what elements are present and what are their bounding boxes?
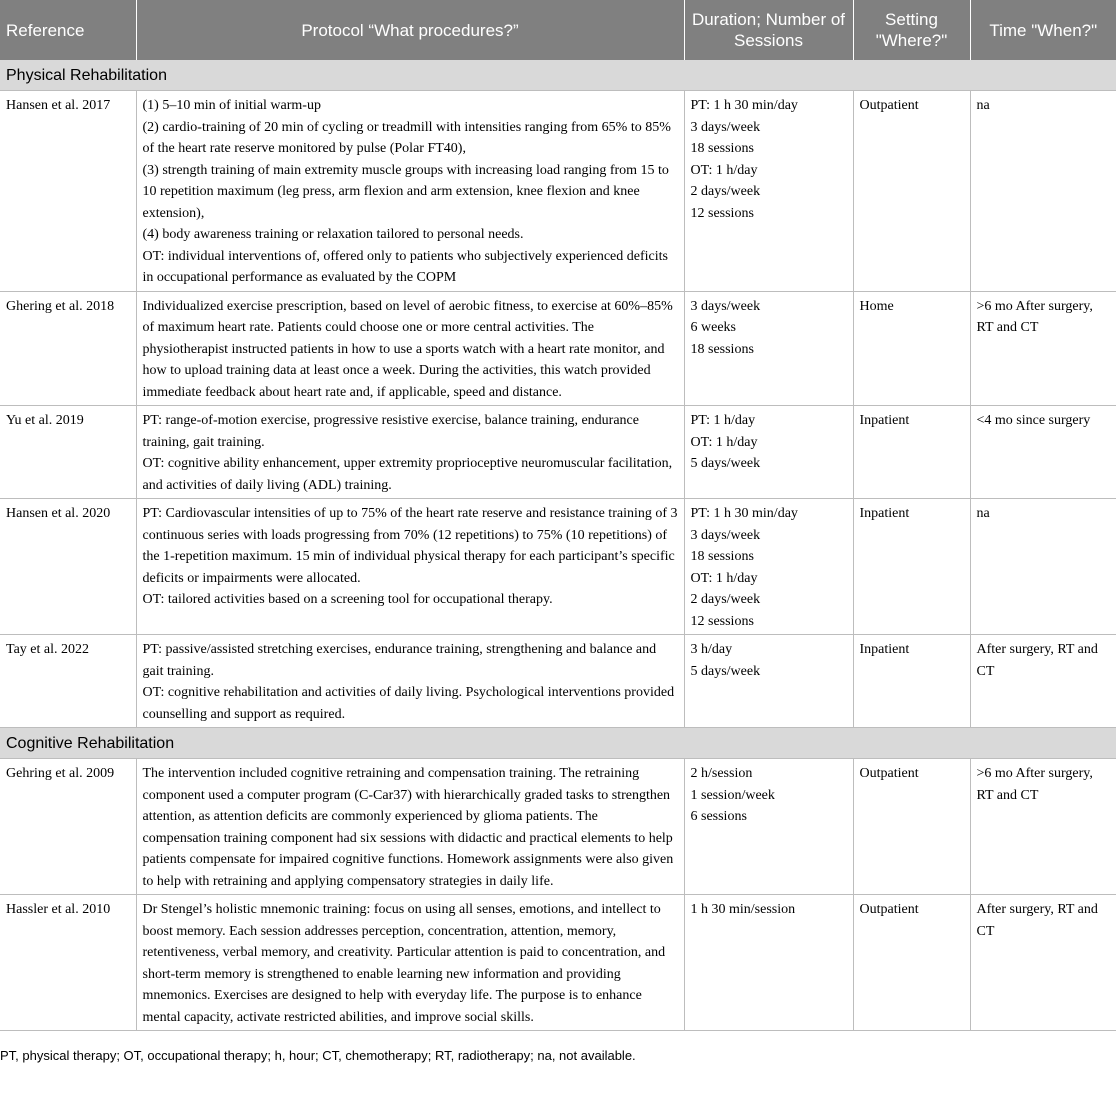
time-cell: >6 mo After surgery, RT and CT	[970, 291, 1116, 406]
duration-cell-line: 3 h/day	[690, 642, 733, 657]
protocol-cell-line: PT: range-of-motion exercise, progressive resistive exercise, balance training, endurance training, gait training.	[142, 413, 639, 450]
setting-cell: Inpatient	[853, 499, 970, 635]
header-time: Time "When?"	[970, 0, 1116, 60]
protocol-cell-line: OT: cognitive rehabilitation and activities of daily living. Psychological interventions provided counselling and support as required.	[142, 685, 675, 722]
protocol-cell	[136, 406, 684, 499]
protocol-cell	[136, 759, 684, 895]
protocol-cell-line: OT: cognitive ability enhancement, upper extremity proprioceptive neuromuscular facilitation, and activities of daily living (ADL) training.	[142, 456, 673, 493]
protocol-cell	[136, 895, 684, 1031]
time-cell: After surgery, RT and CT	[970, 895, 1116, 1031]
duration-cell-line: 12 sessions	[690, 613, 754, 629]
table-footnote: PT, physical therapy; OT, occupational therapy; h, hour; CT, chemotherapy; RT, radiotherapy; na, not available.	[0, 1048, 636, 1063]
section-row	[0, 60, 1116, 91]
duration-cell-line: 5 days/week	[690, 456, 761, 471]
protocol-cell-line: (3) strength training of main extremity muscle groups with increasing load ranging from 15 to 10 repetition maximum (leg press, arm flexion and arm extension, knee flexion and knee extension),	[142, 162, 669, 221]
protocol-cell-line: OT: individual interventions of, offered only to patients who subjectively experienced deficits in occupational performance as evaluated by the COPM	[142, 248, 668, 285]
duration-cell-line: 2 days/week	[690, 592, 761, 607]
duration-cell-line: 3 days/week	[690, 119, 761, 135]
table-row	[0, 406, 1116, 499]
protocol-cell-line: Dr Stengel’s holistic mnemonic training: focus on using all senses, emotions, and intellect to boost memory. Each session addresses perception, concentration, attention, memory, retentiveness, verbal memory, and creativity. Particular attention is paid to concentration, and short-term memory is strengthened to enable learning new information and providing mnemonics. Exercises are designed to help with everyday life. The purpose is to enhance mental capacity, activate restricted abilities, and improve social skills.	[142, 902, 666, 1025]
protocol-cell	[136, 91, 684, 292]
protocol-cell-line: The intervention included cognitive retraining and compensation training. The retraining component used a computer program (C-Car37) with hierarchically graded tasks to strengthen attention, as attention deficits are commonly experienced by glioma patients. The compensation training component had six sessions with didactic and practical elements to help patients compensate for impaired cognitive functions. Homework assignments were also given to help with retraining and applying compensatory strategies in daily life.	[142, 766, 674, 889]
time-cell: na	[970, 91, 1116, 292]
setting-cell: Outpatient	[853, 91, 970, 292]
protocol-cell-line: PT: passive/assisted stretching exercises, endurance training, strengthening and balance and gait training.	[142, 642, 657, 679]
table-row	[0, 499, 1116, 635]
protocol-cell	[136, 635, 684, 728]
table-row	[0, 635, 1116, 728]
table-row	[0, 291, 1116, 406]
section-title: Physical Rehabilitation	[0, 60, 1116, 91]
duration-cell-line: OT: 1 h/day	[690, 162, 758, 178]
duration-cell-line: OT: 1 h/day	[690, 570, 758, 586]
duration-cell	[684, 635, 853, 728]
protocol-cell-line: (2) cardio-training of 20 min of cycling or treadmill with intensities ranging from 65% to 85% of the heart rate reserve monitored by pulse (Polar FT40),	[142, 119, 671, 156]
header-reference: Reference	[0, 0, 136, 60]
duration-cell	[684, 895, 853, 1031]
duration-cell-line: PT: 1 h/day	[690, 413, 756, 428]
table-row	[0, 759, 1116, 895]
duration-cell	[684, 759, 853, 895]
table-body	[0, 60, 1116, 1031]
setting-cell: Outpatient	[853, 895, 970, 1031]
time-cell: After surgery, RT and CT	[970, 635, 1116, 728]
section-row	[0, 728, 1116, 759]
protocol-cell-line: (1) 5–10 min of initial warm-up	[142, 98, 321, 113]
duration-cell-line: 18 sessions	[690, 341, 754, 357]
header-protocol: Protocol “What procedures?”	[136, 0, 684, 60]
reference-cell: Hassler et al. 2010	[0, 895, 136, 1031]
header-setting: Setting "Where?"	[853, 0, 970, 60]
duration-cell-line: OT: 1 h/day	[690, 434, 758, 450]
protocol-cell	[136, 291, 684, 406]
setting-cell: Home	[853, 291, 970, 406]
header-duration: Duration; Number of Sessions	[684, 0, 853, 60]
reference-cell: Yu et al. 2019	[0, 406, 136, 499]
duration-cell-line: 5 days/week	[690, 663, 761, 679]
duration-cell	[684, 406, 853, 499]
time-cell: >6 mo After surgery, RT and CT	[970, 759, 1116, 895]
reference-cell: Gehring et al. 2009	[0, 759, 136, 895]
duration-cell	[684, 291, 853, 406]
protocol-cell-line: PT: Cardiovascular intensities of up to 75% of the heart rate reserve and resistance training of 3 continuous series with loads progressing from 70% (12 repetitions) to 75% (10 repetitions) of the 1-repetition maximum. 15 min of individual physical therapy for each participant’s specific deficits or impairments were allocated.	[142, 506, 678, 586]
duration-cell-line: 18 sessions	[690, 141, 754, 156]
duration-cell-line: 18 sessions	[690, 549, 754, 564]
setting-cell: Inpatient	[853, 635, 970, 728]
duration-cell-line: 12 sessions	[690, 205, 754, 221]
protocol-cell-line: OT: tailored activities based on a screening tool for occupational therapy.	[142, 592, 553, 607]
duration-cell-line: 3 days/week	[690, 527, 761, 543]
duration-cell	[684, 91, 853, 292]
protocol-cell	[136, 499, 684, 635]
duration-cell-line: PT: 1 h 30 min/day	[690, 506, 798, 521]
protocol-cell-line: Individualized exercise prescription, based on level of aerobic fitness, to exercise at 60%–85% of maximum heart rate. Patients could choose one or more central activities. The physiotherapist instructed patients in how to use a sports watch with a heart rate monitor, and how to upload training data at least once a week. During the activities, this watch provided immediate feedback about heart rate and, if applicable, speed and distance.	[142, 298, 673, 400]
duration-cell	[684, 499, 853, 635]
time-cell: na	[970, 499, 1116, 635]
duration-cell-line: 6 weeks	[690, 320, 736, 335]
duration-cell-line: 1 session/week	[690, 787, 775, 803]
duration-cell-line: 1 h 30 min/session	[690, 902, 796, 917]
duration-cell-line: PT: 1 h 30 min/day	[690, 98, 798, 113]
reference-cell: Hansen et al. 2017	[0, 91, 136, 292]
reference-cell: Ghering et al. 2018	[0, 291, 136, 406]
section-title: Cognitive Rehabilitation	[0, 728, 1116, 759]
duration-cell-line: 2 h/session	[690, 766, 753, 781]
duration-cell-line: 3 days/week	[690, 298, 761, 314]
reference-cell: Tay et al. 2022	[0, 635, 136, 728]
duration-cell-line: 2 days/week	[690, 184, 761, 199]
header-row	[0, 0, 1116, 60]
reference-cell: Hansen et al. 2020	[0, 499, 136, 635]
setting-cell: Inpatient	[853, 406, 970, 499]
time-cell: <4 mo since surgery	[970, 406, 1116, 499]
table-row	[0, 895, 1116, 1031]
table-row	[0, 91, 1116, 292]
protocol-cell-line: (4) body awareness training or relaxation tailored to personal needs.	[142, 227, 524, 242]
setting-cell: Outpatient	[853, 759, 970, 895]
duration-cell-line: 6 sessions	[690, 809, 747, 824]
